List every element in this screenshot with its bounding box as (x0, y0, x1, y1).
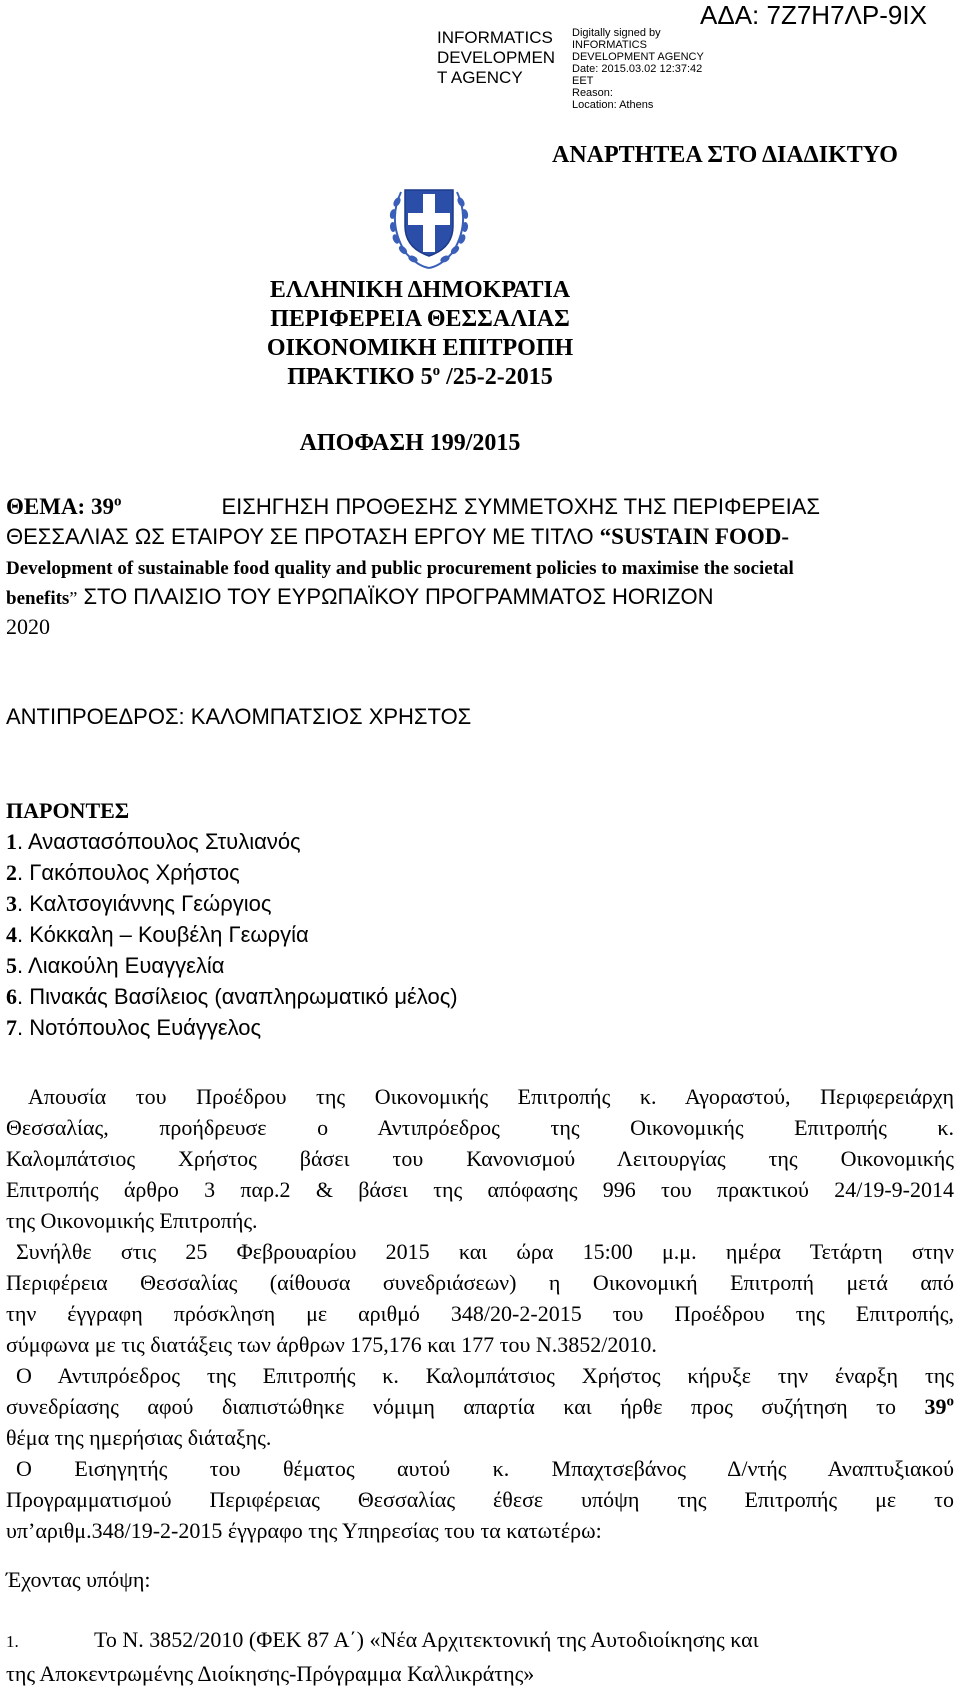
body-line: συνεδρίασης αφού διαπιστώθηκε νόμιμη απαρτία και ήρθε προς συζήτηση το $39^o$ (6, 1393, 954, 1419)
subject-line: 2020 (6, 614, 50, 639)
heading-line: ΕΛΛΗΝΙΚΗ ΔΗΜΟΚΡΑΤΙΑ (269, 277, 571, 303)
signature-details (572, 27, 712, 111)
minutes-body (6, 1081, 954, 1546)
project-title: benefits (6, 588, 70, 609)
body-line: Θεσσαλίας, προήδρευσε ο Αντιπρόεδρος της Οικονομικής Επιτροπής κ. (6, 1115, 954, 1140)
body-line: υπ’αριθμ.348/19-2-2015 έγγραφο της Υπηρεσίας του τα κατωτέρω: (6, 1518, 602, 1543)
signature-agency-name (437, 28, 567, 88)
subject-line: ΘΕΣΣΑΛΙΑΣ ΩΣ ΕΤΑΙΡΟΥ ΣΕ ΠΡΟΤΑΣΗ ΕΡΓΟΥ ΜΕ ΤΙΤΛΟ (6, 524, 600, 549)
body-line: την έγγραφη πρόσκληση με αριθμό 348/20-2-2015 του Προέδρου της Επιτροπής, (6, 1301, 954, 1326)
subject-line: ΕΙΣΗΓΗΣΗ ΠΡΟΘΕΣΗΣ ΣΥΜΜΕΤΟΧΗΣ ΤΗΣ ΠΕΡΙΦΕΡΕΙΑΣ (221, 494, 820, 519)
body-line: της Οικονομικής Επιτροπής. (6, 1208, 258, 1233)
heading-line: ΠΕΡΙΦΕΡΕΙΑ ΘΕΣΣΑΛΙΑΣ (270, 306, 570, 332)
decision-number: ΑΠΟΦΑΣΗ 199/2015 (299, 430, 521, 456)
list-item: 4. Κόκκαλη – Κουβέλη Γεωργία (6, 922, 309, 947)
project-title: Development of sustainable food quality and public procurement policies to maximise the societal (6, 558, 794, 579)
body-line: Επιτροπής άρθρο 3 παρ.2 & βάσει της απόφασης 996 του πρακτικού 24/19-9-2014 (6, 1177, 954, 1202)
signature-line: Digitally signed by (572, 27, 661, 39)
body-line: Περιφέρεια Θεσσαλίας (αίθουσα συνεδριάσεων) η Οικονομική Επιτροπή μετά από (6, 1270, 954, 1295)
considering-heading: Έχοντας υπόψη: (6, 1567, 151, 1592)
body-line: σύμφωνα με τις διατάξεις των άρθρων 175,176 και 177 του Ν.3852/2010. (6, 1332, 657, 1357)
agency-line: T AGENCY (437, 68, 523, 87)
members-title: ΠΑΡΟΝΤΕΣ (6, 798, 130, 823)
subject-line: ΣΤΟ ΠΛΑΙΣΙΟ ΤΟΥ ΕΥΡΩΠΑΪΚΟΥ ΠΡΟΓΡΑΜΜΑΤΟΣ HORIZON (77, 584, 714, 609)
list-item: 3. Καλτσογιάννης Γεώργιος (6, 891, 272, 916)
signature-line: DEVELOPMENT AGENCY (572, 51, 704, 63)
vice-president: ΑΝΤΙΠΡΟΕΔΡΟΣ: ΚΑΛΟΜΠΑΤΣΙΟΣ ΧΡΗΣΤΟΣ (6, 704, 472, 729)
list-item: 1. Αναστασόπουλος Στυλιανός (6, 829, 301, 854)
signature-line: INFORMATICS (572, 39, 647, 51)
signature-line: Date: 2015.03.02 12:37:42 (572, 63, 703, 75)
heading-line: ΟΙΚΟΝΟΜΙΚΗ ΕΠΙΤΡΟΠΗ (266, 335, 574, 361)
list-item: 6. Πινακάς Βασίλειος (αναπληρωματικό μέλος) (6, 984, 458, 1009)
body-line: Συνήλθε στις 25 Φεβρουαρίου 2015 και ώρα 15:00 μ.μ. ημέρα Τετάρτη στην (16, 1239, 954, 1264)
list-item: 2. Γακόπουλος Χρήστος (6, 860, 240, 885)
law-reference (6, 1624, 954, 1690)
law-line: της Αποκεντρωμένης Διοίκησης-Πρόγραμμα Καλλικράτης» (6, 1661, 535, 1686)
subject-block: ΘΕΜΑ: $39^o$ ΕΙΣΗΓΗΣΗ ΠΡΟΘΕΣΗΣ ΣΥΜΜΕΤΟΧΗΣ ΤΗΣ ΠΕΡΙΦΕΡΕΙΑΣ ΘΕΣΣΑΛΙΑΣ ΩΣ ΕΤΑΙΡΟΥ ΣΕ ΠΡΟΤΑΣΗ ΕΡΓΟΥ ΜΕ ΤΙΤΛΟ “SUSTAIN FOOD- Development of sustainable food quality and public procurement policies to maximise the societal benefits” ΣΤΟ ΠΛΑΙΣΙΟ ΤΟΥ ΕΥΡΩΠΑΪΚΟΥ ΠΡΟΓΡΑΜΜΑΤΟΣ HORIZON 2020 (6, 493, 820, 639)
project-title: “SUSTAIN FOOD- (599, 524, 790, 549)
agency-line: DEVELOPMEN (437, 48, 556, 67)
body-line: Καλομπάτσιος Χρήστος βάσει του Κανονισμού Λειτουργίας της Οικονομικής (6, 1146, 954, 1171)
minutes-line: ΠΡΑΚΤΙΚΟ $5^o$ /25-2-2015 (287, 363, 553, 390)
members-present (6, 795, 458, 1043)
institution-heading (0, 276, 840, 392)
body-line: Ο Εισηγητής του θέματος αυτού κ. Μπαχτσεβάνος Δ/ντής Αναπτυξιακού (16, 1456, 954, 1481)
body-line: Ο Αντιπρόεδρος της Επιτροπής κ. Καλομπάτσιος Χρήστος κήρυξε την έναρξη της (16, 1363, 954, 1388)
agency-line: INFORMATICS (437, 28, 553, 47)
list-item: 7. Νοτόπουλος Ευάγγελος (6, 1015, 262, 1040)
web-publish-notice: ΑΝΑΡΤΗΤΕΑ ΣΤΟ ΔΙΑΔΙΚΤΥΟ (552, 142, 898, 168)
signature-line: EET (572, 75, 594, 87)
body-line: θέμα της ημερήσιας διάταξης. (6, 1425, 272, 1450)
greek-emblem-icon (383, 172, 475, 272)
body-line: Απουσία του Προέδρου της Οικονομικής Επιτροπής κ. Αγοραστού, Περιφερειάρχη (28, 1084, 954, 1109)
law-number: 1. (6, 1632, 19, 1651)
list-item: 5. Λιακούλη Ευαγγελία (6, 953, 225, 978)
subject-label: ΘΕΜΑ: $39^o$ (6, 493, 122, 519)
body-line: Προγραμματισμού Περιφέρειας Θεσσαλίας έθεσε υπόψη της Επιτροπής με το (6, 1487, 954, 1512)
ada-code: ΑΔΑ: 7Ζ7Η7ΛΡ-9ΙΧ (700, 0, 927, 30)
signature-line: Location: Athens (572, 99, 654, 111)
law-line: Το Ν. 3852/2010 (ΦΕΚ 87 Α΄) «Νέα Αρχιτεκτονική της Αυτοδιοίκησης και (94, 1627, 759, 1652)
signature-line: Reason: (572, 87, 613, 99)
